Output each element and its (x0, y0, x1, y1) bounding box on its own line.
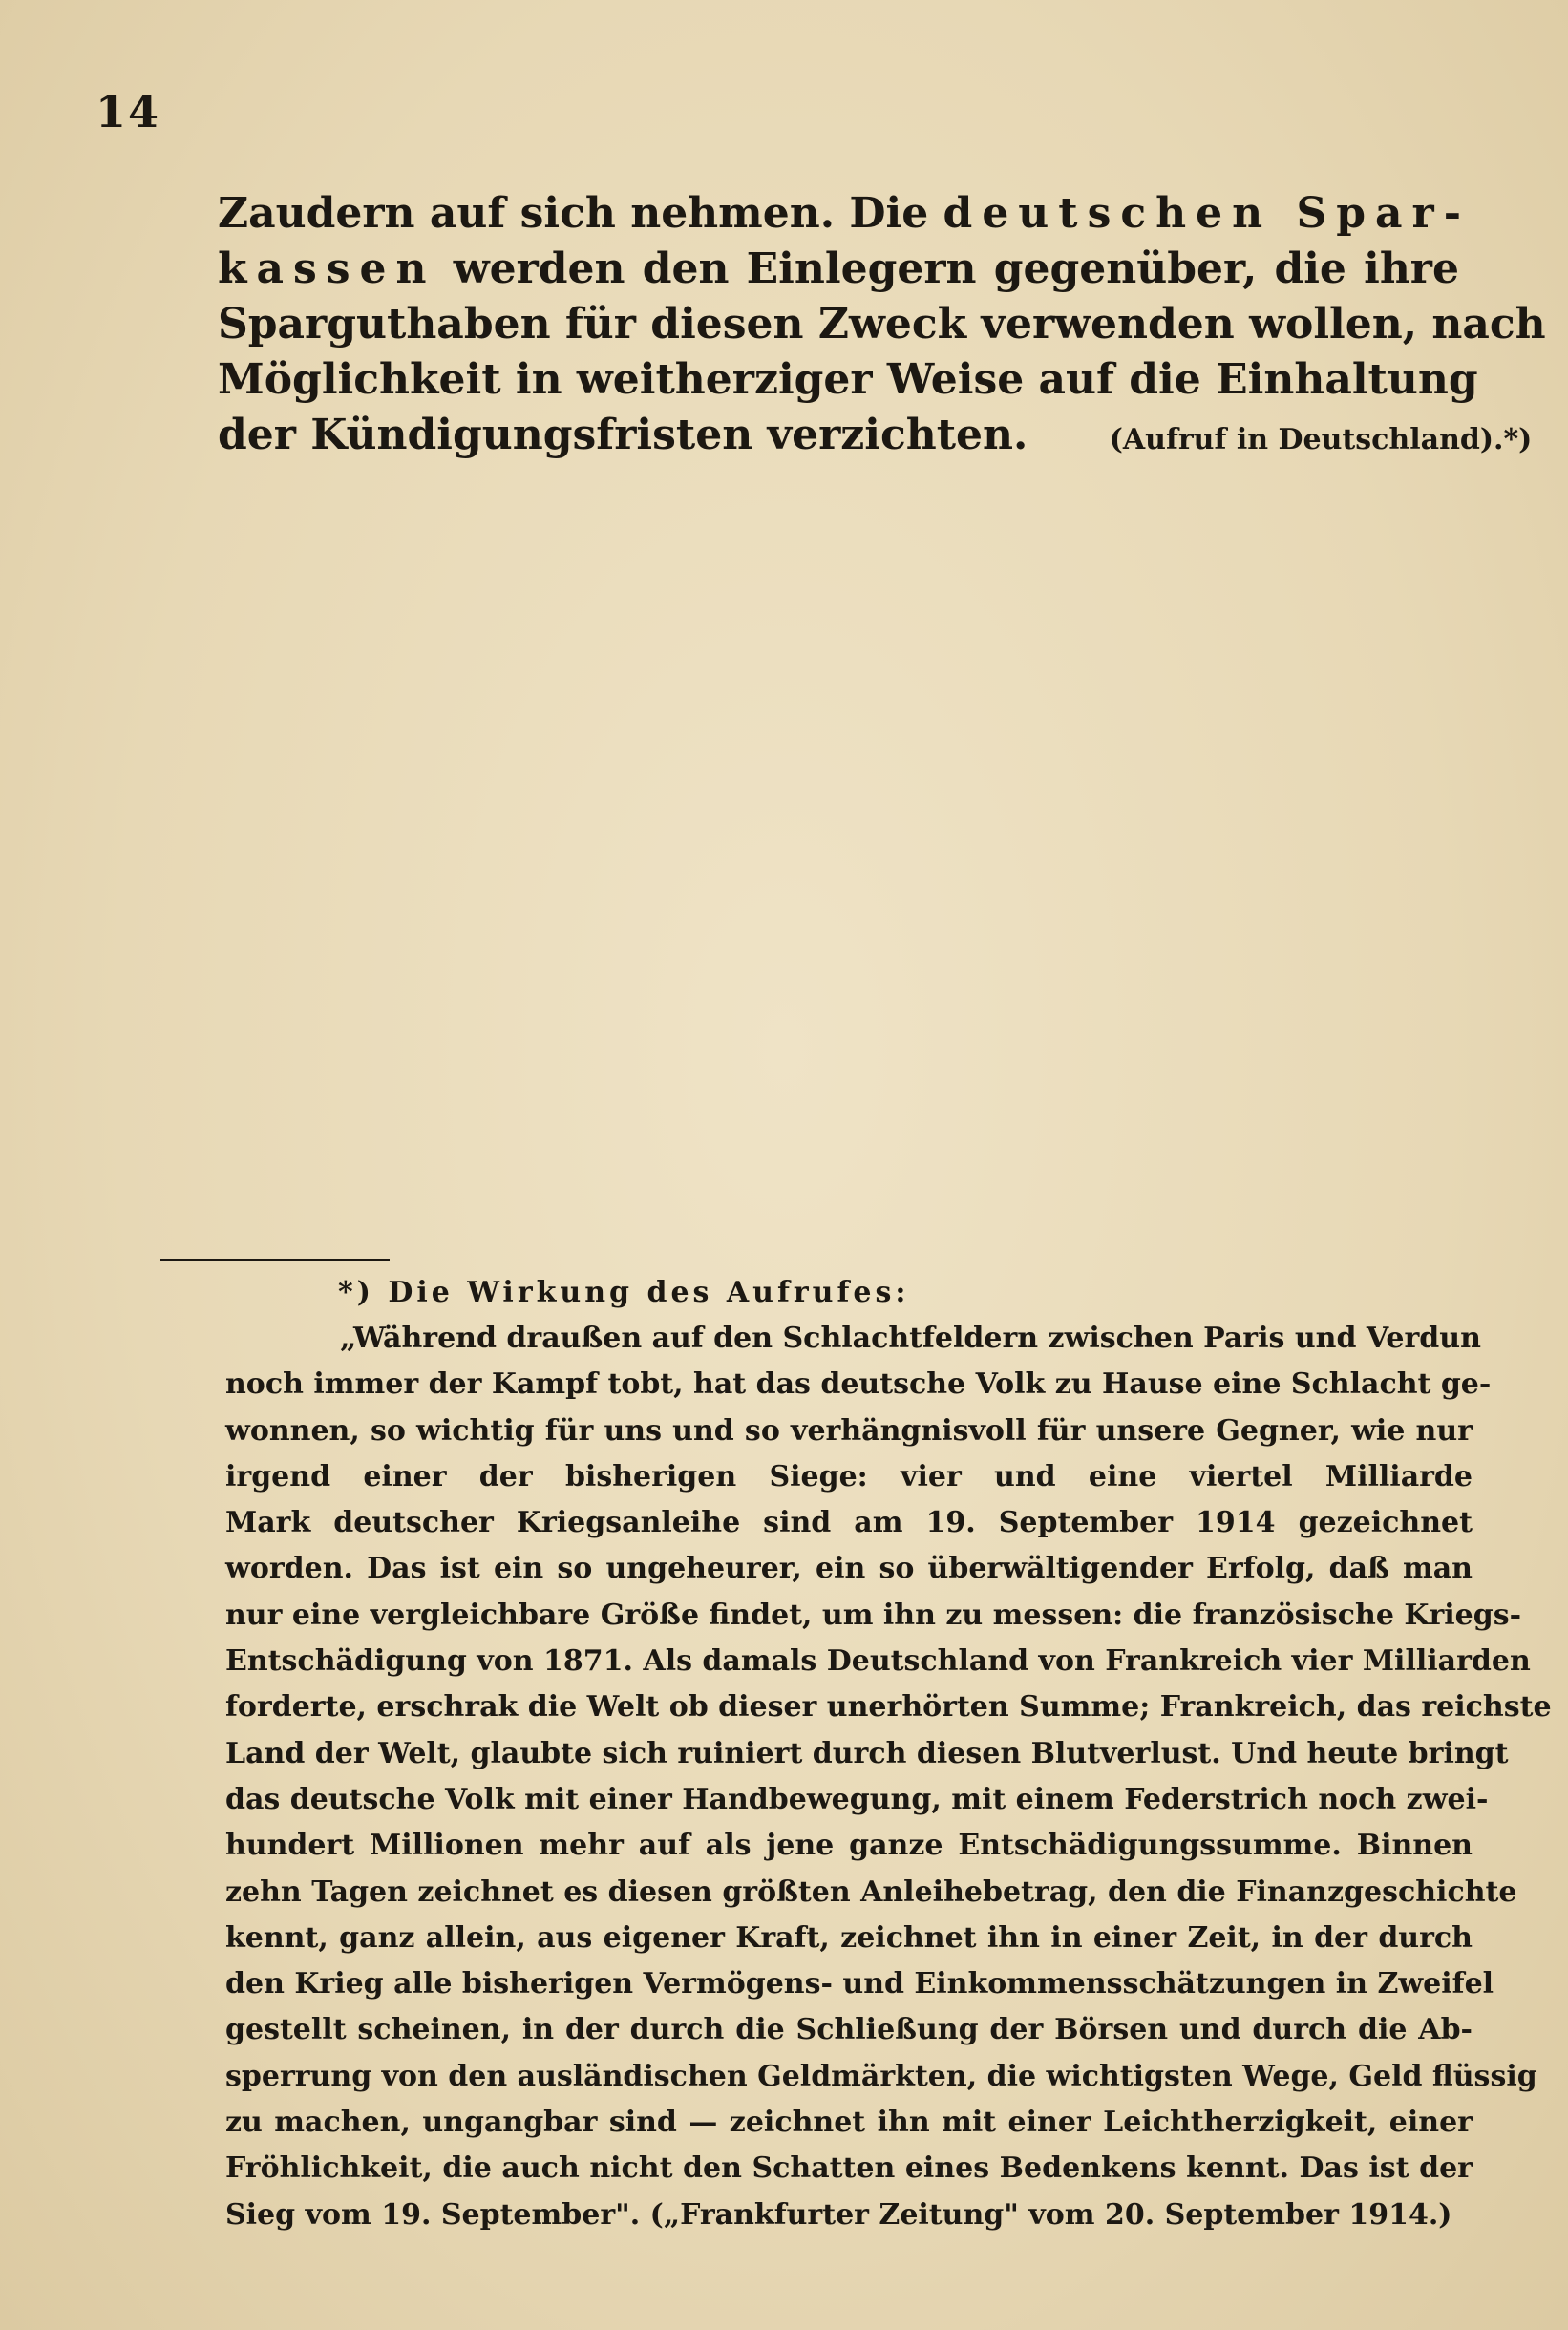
footnote-line: zu machen, ungangbar sind — zeichnet ihn mit einer Leichtherzigkeit, einer (225, 2106, 1473, 2140)
main-text-line (218, 408, 1533, 463)
footnote-line: Land der Welt, glaubte sich ruiniert durch diesen Blutverlust. Und heute bringt (225, 1736, 1509, 1770)
footnote-block (225, 1270, 1552, 2238)
footnote-line: zehn Tagen zeichnet es diesen größten Anleihebetrag, den die Finanzgeschichte (225, 1875, 1517, 1909)
footnote-heading: *) Die Wirkung des Aufrufes: (338, 1276, 910, 1309)
footnote-line: Entschädigung von 1871. Als damals Deutschland von Frankreich vier Milliarden (225, 1644, 1531, 1679)
main-text-line: Sparguthaben für diesen Zweck verwenden wollen, nach (218, 300, 1546, 349)
footnote-line: sperrung von den ausländischen Geldmärkten, die wichtigsten Wege, Geld flüssig (225, 2059, 1537, 2093)
footnote-line: den Krieg alle bisherigen Vermögens- und Einkommensschätzungen in Zweifel (225, 1967, 1494, 2002)
footnote-line: das deutsche Volk mit einer Handbewegung, mit einem Federstrich noch zwei- (225, 1782, 1489, 1816)
main-text-line-1-spaced: deutschen Spar- (943, 189, 1471, 238)
footnote-line: „Während draußen auf den Schlachtfeldern zwischen Paris und Verdun (340, 1322, 1481, 1355)
main-text-line-2: werden den Einlegern gegenüber, die ihre (453, 244, 1459, 293)
footnote-line: irgend einer der bisherigen Siege: vier und eine viertel Milliarde (225, 1459, 1473, 1493)
main-text-line-1: Zaudern auf sich nehmen. Die (218, 189, 929, 238)
footnote-line: hundert Millionen mehr auf als jene ganze Entschädigungssumme. Binnen (225, 1829, 1473, 1863)
main-text-line (218, 242, 1459, 297)
footnote-line: forderte, erschrak die Welt ob dieser unerhörten Summe; Frankreich, das reichste (225, 1690, 1552, 1725)
footnote-line: nur eine vergleichbare Größe findet, um ihn zu messen: die französische Kriegs- (225, 1598, 1522, 1632)
footnote-divider (160, 1259, 390, 1261)
footnote-line: kennt, ganz allein, aus eigener Kraft, zeichnet ihn in einer Zeit, in der durch (225, 1920, 1473, 1955)
footnote-line: Mark deutscher Kriegsanleihe sind am 19. September 1914 gezeichnet (225, 1506, 1473, 1540)
footnote-line: Fröhlichkeit, die auch nicht den Schatten eines Bedenkens kennt. Das ist der (225, 2151, 1473, 2186)
footnote-line: wonnen, so wichtig für uns und so verhängnisvoll für unsere Gegner, wie nur (225, 1413, 1473, 1448)
source-note: (Aufruf in Deutschland).*) (1109, 423, 1533, 456)
main-text-line (218, 186, 1471, 242)
main-text-block (218, 186, 1546, 463)
main-text-line-2-spaced: kassen (218, 244, 436, 293)
main-text-line-5: der Kündigungsfristen verzichten. (218, 411, 1028, 459)
footnote-line: gestellt scheinen, in der durch die Schließung der Börsen und durch die Ab- (225, 2013, 1473, 2047)
footnote-line: worden. Das ist ein so ungeheurer, ein so überwältigender Erfolg, daß man (225, 1552, 1473, 1586)
main-text-line: Möglichkeit in weitherziger Weise auf die Einhaltung (218, 355, 1478, 404)
footnote-line: noch immer der Kampf tobt, hat das deutsche Volk zu Hause eine Schlacht ge- (225, 1367, 1492, 1402)
page-number: 14 (95, 86, 161, 138)
footnote-line: Sieg vom 19. September". („Frankfurter Zeitung" vom 20. September 1914.) (225, 2197, 1452, 2232)
